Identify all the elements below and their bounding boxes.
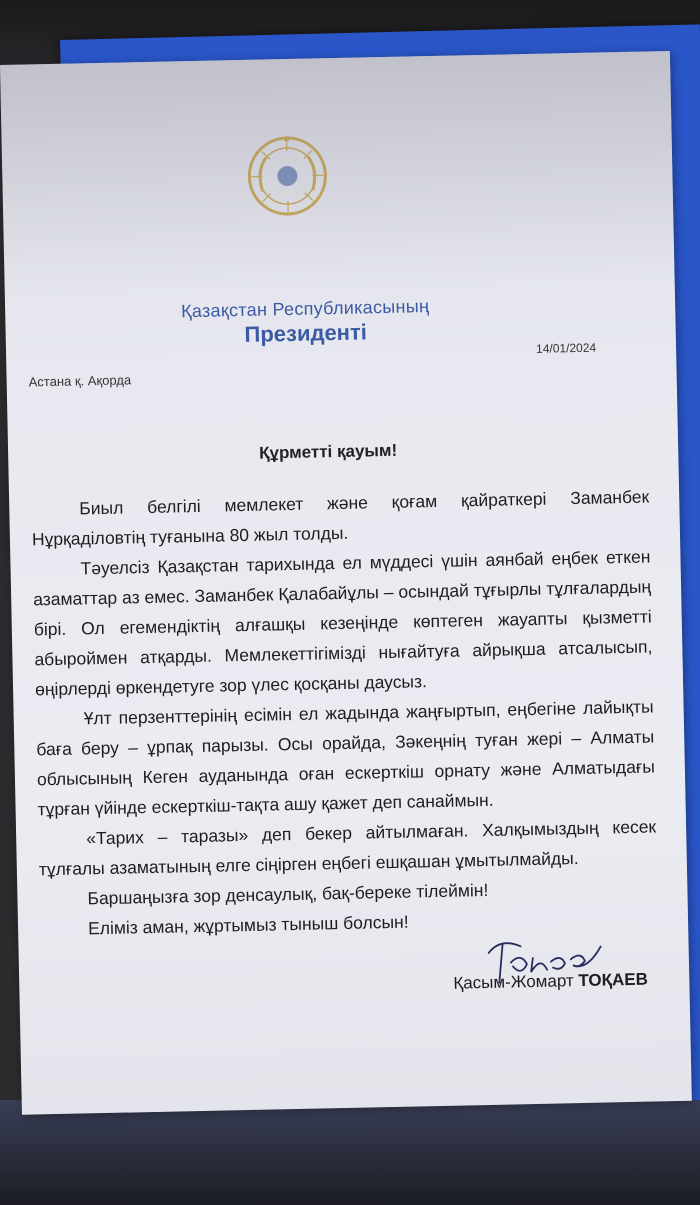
letterhead-org: Қазақстан Республикасының	[180, 296, 430, 322]
signer-first-name: Қасым-Жомарт	[453, 971, 574, 993]
letterhead-title: Президенті	[244, 319, 368, 347]
paragraph: «Тарих – таразы» деп бекер айтылмаған. Халқымыздың кесек тұлғалы азаматының елге сіңірген еңбегі ешқашан ұмытылмайды.	[38, 816, 657, 880]
paragraph: Баршаңызға зор денсаулық, бақ-береке тілеймін!	[87, 879, 489, 909]
letter-body	[31, 482, 658, 945]
background-bottom	[0, 1100, 700, 1205]
shadow-overlay	[0, 51, 675, 295]
letter-date: 14/01/2024	[535, 340, 597, 356]
paragraph: Тәуелсіз Қазақстан тарихында ел мүддесі үшін аянбай еңбек еткен азаматтар аз емес. Заманбек Қалабайұлы – осындай тұғырлы тұлғалардың бірі. Ол егемендіктің алғашқы кезеңінде көптеген жауапты қызметті абыроймен атқарды. Мемлекеттігімізді нығайтуға айрықша атсалысып, өңірлерді өркендетуге зор үлес қосқаны даусыз.	[32, 546, 653, 700]
letter-place: Астана қ. Ақорда	[28, 372, 132, 390]
signer-name	[453, 970, 648, 994]
paragraph: Еліміз аман, жұртымыз тыныш болсын!	[87, 911, 409, 939]
salutation: Құрметті қауым!	[258, 440, 398, 463]
letter-sheet	[0, 51, 692, 1115]
paragraph: Биыл белгілі мемлекет және қоғам қайраткері Заманбек Нұрқаділовтің туғанына 80 жыл толды.	[31, 486, 650, 550]
state-emblem-icon	[241, 130, 333, 222]
paragraph: Ұлт перзенттерінің есімін ел жадында жаңғыртып, еңбегіне лайықты баға беру – ұрпақ парызы. Осы орайда, Зәкеңнің туған жері – Алматы облысының Кеген ауданында оған ескерткіш орнату және Алматыдағы тұрған үйінде ескерткіш-тақта ашу қажет деп санаймын.	[36, 696, 656, 820]
signer-last-name: ТОҚАЕВ	[578, 969, 649, 991]
